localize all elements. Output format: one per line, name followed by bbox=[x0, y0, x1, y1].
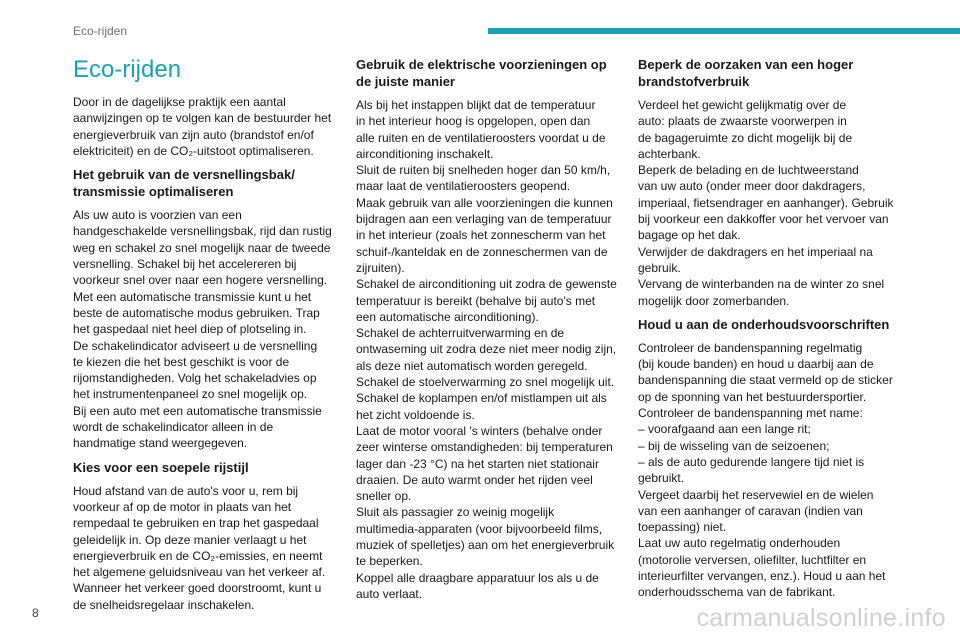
section-body-transmission: Als uw auto is voorzien van een handgeschakelde versnellingsbak, rijd dan rustig weg en schakel zo snel mogelijk naar de tweede versnelling. Schakel bij het accelereren bij voorkeur snel over naar een hogere versnelling. Met een automatische transmissie kunt u het beste de automatische modus gebruiken. Trap het gaspedaal niet heel diep of plotseling in. De schakelindicator adviseert u de versnelling te kiezen die het best geschikt is voor de rijomstandigheden. Volg het schakeladvies op het instrumentenpaneel zo snel mogelijk op. Bij een auto met een automatische transmissie wordt de schakelindicator alleen in de handmatige stand weergegeven. bbox=[73, 208, 332, 451]
section-title-transmission: Het gebruik van de versnellingsbak/ transmissie optimaliseren bbox=[73, 167, 295, 200]
column-2 bbox=[356, 56, 620, 609]
section-title-fuel-consumption: Beperk de oorzaken van een hoger brandstofverbruik bbox=[638, 57, 854, 89]
section-header: Eco-rijden bbox=[73, 24, 128, 38]
section-body-maintenance: Controleer de bandenspanning regelmatig (bij koude banden) en houd u daarbij aan de bandenspanning die staat vermeld op de sticker op de sponning van het bestuurdersportier. Controleer de bandenspanning met name: – voorafgaand aan een lange rit; – bij de wisseling van de seizoenen; – als de auto gedurende langere tijd niet is gebruikt. Vergeet daarbij het reservewiel en de wielen van een aanhanger of caravan (indien van toepassing) niet. Laat uw auto regelmatig onderhouden (motorolie verversen, oliefilter, luchtfilter en interieurfilter vervangen, enz.). Houd u aan het onderhoudsschema van de fabrikant. bbox=[638, 340, 893, 600]
section-title-maintenance: Houd u aan de onderhoudsvoorschriften bbox=[638, 316, 890, 332]
header-accent-bar bbox=[488, 28, 960, 34]
section-body-fuel-consumption: Verdeel het gewicht gelijkmatig over de auto: plaats de zwaarste voorwerpen in de bagageruimte zo dicht mogelijk bij de achterbank. Beperk de belading en de luchtweerstand van uw auto (onder meer door dakdragers, imperiaal, fietsendrager en aanhanger). Gebruik bij voorkeur een dakkoffer voor het vervoer van bagage op het dak. Verwijder de dakdragers en het imperiaal na gebruik. Vervang de winterbanden na de winter zo snel mogelijk door zomerbanden. bbox=[638, 98, 894, 308]
section-title-driving-style: Kies voor een soepele rijstijl bbox=[73, 459, 249, 475]
watermark: carmanualsonline.info bbox=[696, 604, 946, 632]
column-1 bbox=[73, 56, 337, 620]
column-3 bbox=[638, 56, 902, 608]
section-body-driving-style: Houd afstand van de auto's voor u, rem bij voorkeur af op de motor in plaats van het rempedaal te gebruiken en trap het gaspedaal geleidelijk in. Op deze manier verlaagt u het energieverbruik en de CO₂-emissies, en neemt het algemene geluidsniveau van het verkeer af. Wanneer het verkeer goed doorstroomt, kunt u de snelheidsregelaar inschakelen. bbox=[73, 483, 326, 612]
page-title: Eco-rijden bbox=[73, 56, 182, 83]
intro-paragraph: Door in de dagelijkse praktijk een aantal aanwijzingen op te volgen kan de bestuurder het energieverbruik van zijn auto (brandstof en/of elektriciteit) en de CO₂-uitstoot optimaliseren. bbox=[73, 95, 332, 158]
page-number: 8 bbox=[32, 606, 39, 620]
section-body-electrical: Als bij het instappen blijkt dat de temperatuur in het interieur hoog is opgelopen, open dan alle ruiten en de ventilatieroosters voordat u de airconditioning inschakelt. Sluit de ruiten bij snelheden hoger dan 50 km/h, maar laat de ventilatieroosters geopend. Maak gebruik van alle voorzieningen die kunnen bijdragen aan een verlaging van de temperatuur in het interieur (zoals het zonnescherm van het schuif-/kanteldak en de zonneschermen van de zijruiten). Schakel de airconditioning uit zodra de gewenste temperatuur is bereikt (behalve bij auto's met een automatische airconditioning). Schakel de achterruitverwarming en de ontwaseming uit zodra deze niet meer nodig zijn, als deze niet automatisch worden geregeld. Schakel de stoelverwarming zo snel mogelijk uit. Schakel de koplampen en/of mistlampen uit als het zicht voldoende is. Laat de motor vooral 's winters (behalve onder zeer winterse omstandigheden: bij temperaturen lager dan -23 °C) na het starten niet stationair draaien. De auto warmt onder het rijden veel sneller op. Sluit als passagier zo weinig mogelijk multimedia-apparaten (voor bijvoorbeeld films, muziek of spelletjes) aan om het energieverbruik te beperken. Koppel alle draagbare apparatuur los als u de auto verlaat. bbox=[356, 98, 617, 601]
section-title-electrical: Gebruik de elektrische voorzieningen op de juiste manier bbox=[356, 57, 607, 89]
